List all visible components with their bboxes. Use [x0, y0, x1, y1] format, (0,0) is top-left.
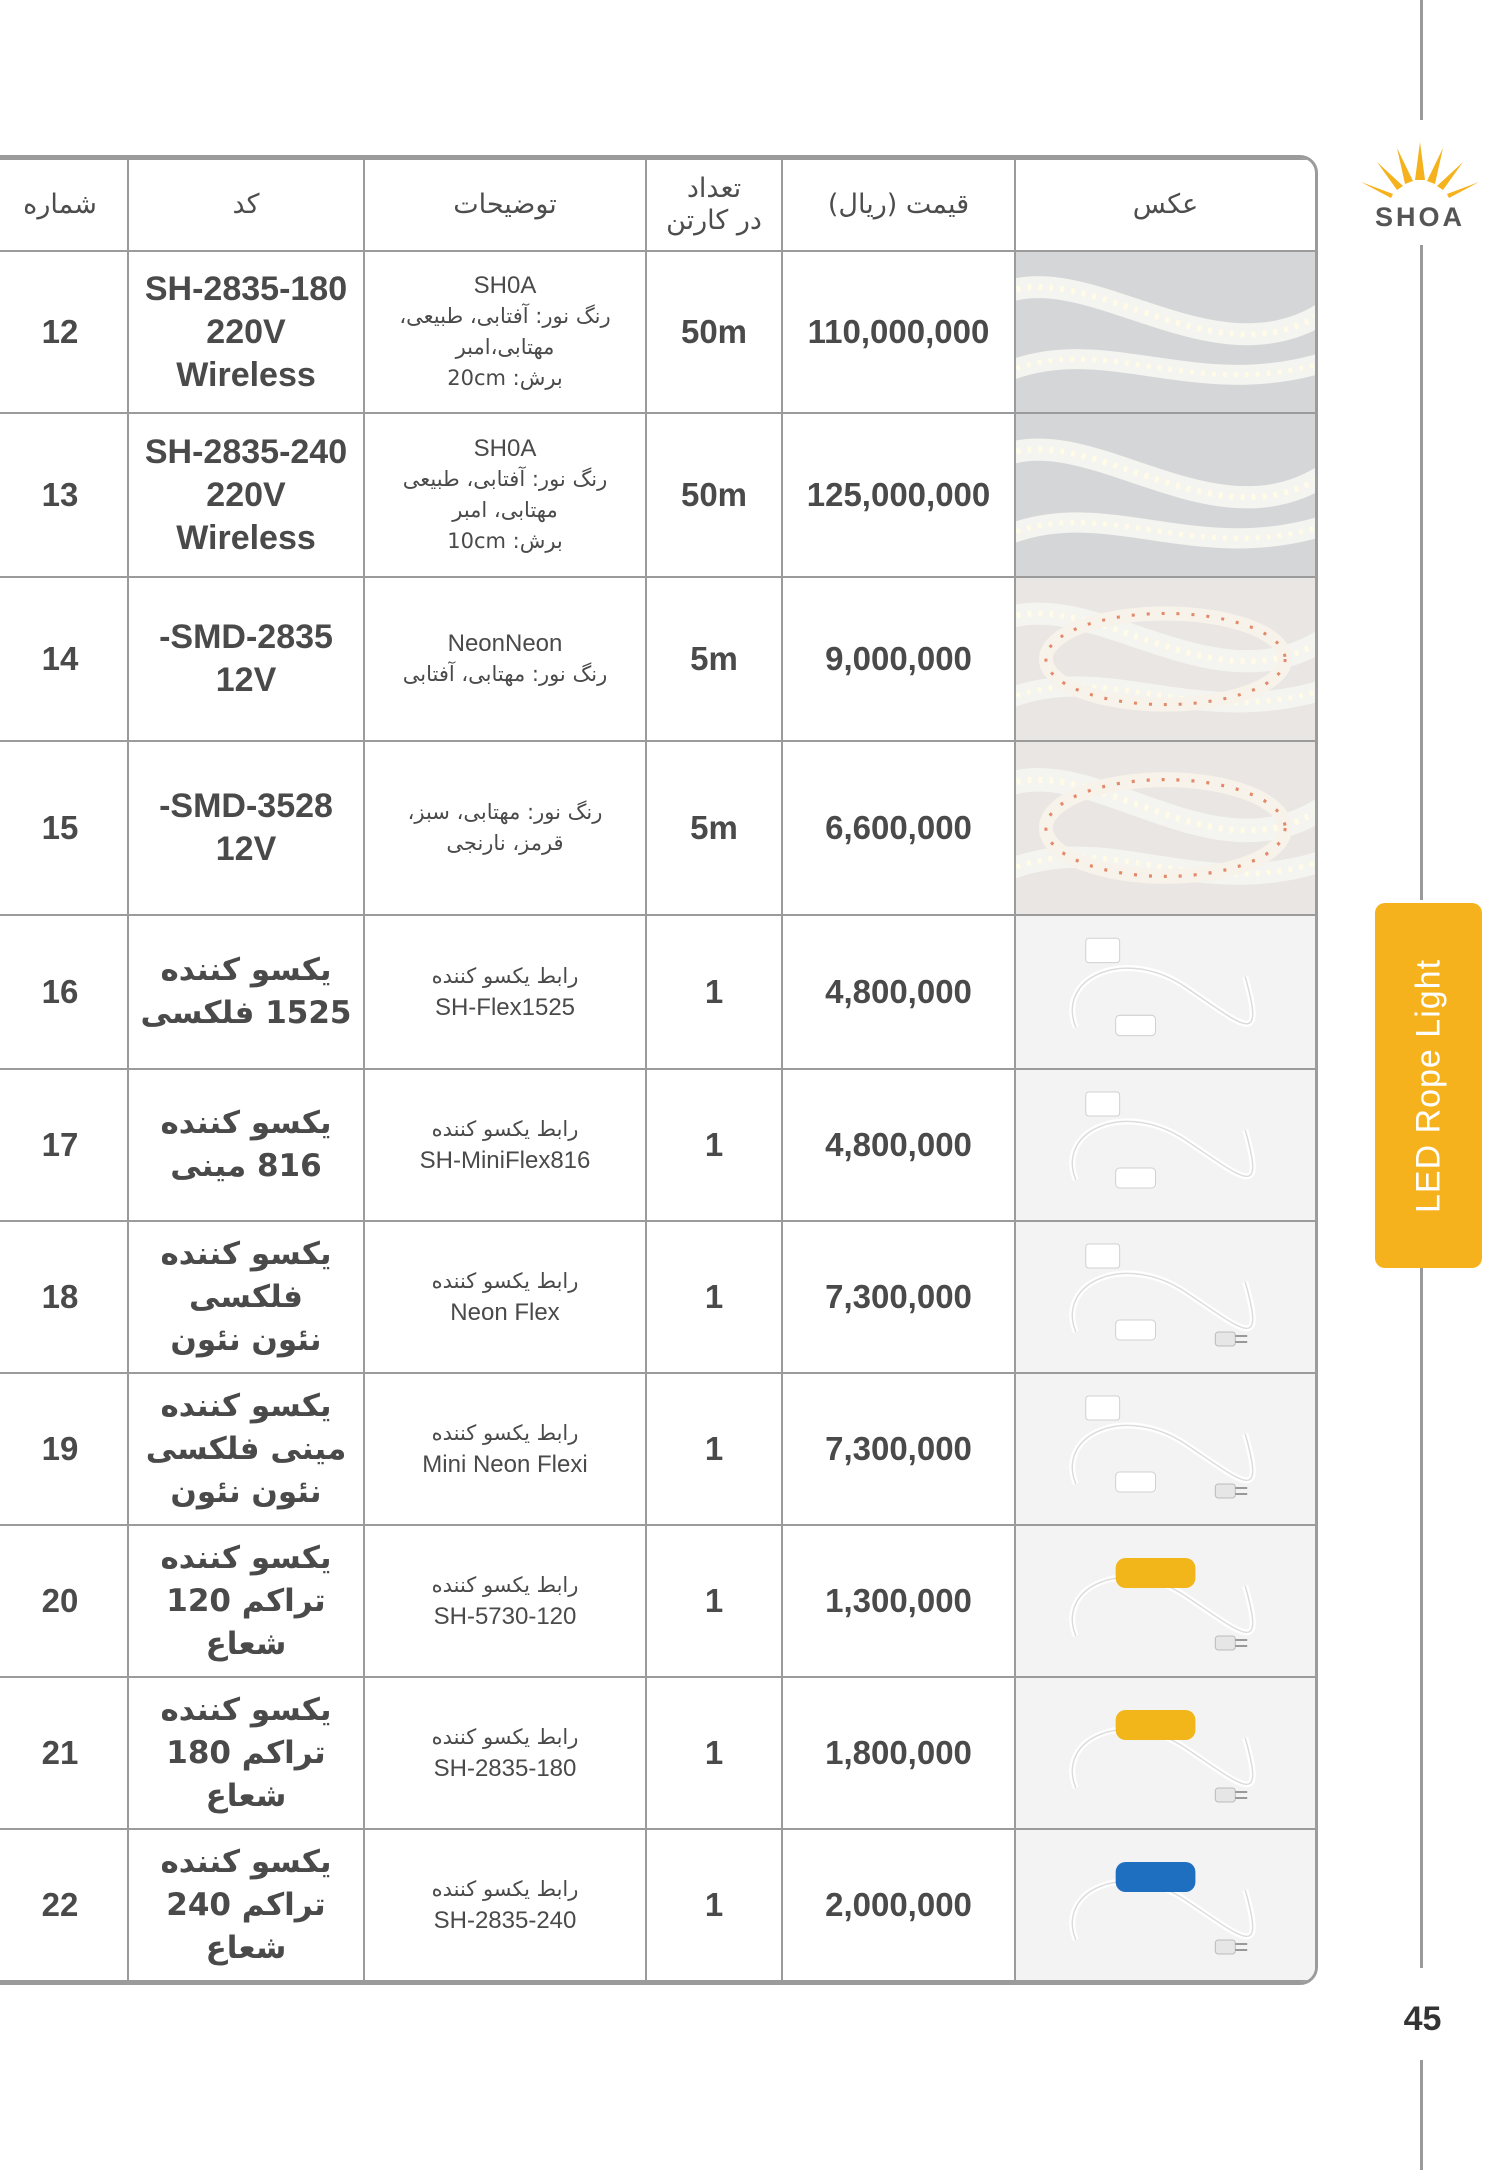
description-line: رابط یکسو کننده — [431, 964, 579, 988]
price-cell: 9,000,000 — [782, 577, 1015, 741]
led-strip-double-row-icon — [1016, 252, 1315, 412]
table-row — [0, 1525, 1316, 1677]
row-number: 22 — [0, 1829, 128, 1981]
qty-cell: 1 — [646, 1829, 782, 1981]
row-number: 20 — [0, 1525, 128, 1677]
rail-divider — [1420, 2060, 1423, 2170]
qty-cell: 5m — [646, 577, 782, 741]
description-line: Mini Neon Flexi — [422, 1451, 588, 1478]
rectifier-cable-icon — [1016, 1070, 1315, 1220]
rectifier-yellow-icon — [1016, 1526, 1315, 1676]
code-line: یکسو کننده — [160, 1105, 332, 1141]
code-line: SMD-3528- — [159, 787, 333, 825]
code-cell — [128, 1069, 364, 1221]
qty-cell: 5m — [646, 741, 782, 915]
table-row — [0, 577, 1316, 741]
code-cell — [128, 251, 364, 413]
qty-cell: 50m — [646, 413, 782, 577]
rectifier-plug-icon — [1016, 1374, 1315, 1524]
product-photo — [1015, 1525, 1316, 1677]
code-cell — [128, 915, 364, 1069]
table-row — [0, 1221, 1316, 1373]
code-line: SH-2835-180 — [144, 269, 348, 308]
price-cell: 2,000,000 — [782, 1829, 1015, 1981]
code-cell — [128, 1829, 364, 1981]
row-number: 12 — [0, 251, 128, 413]
header-qty-line2: در کارتن — [666, 205, 762, 236]
code-line: 816 مینی — [170, 1148, 322, 1184]
code-line: 220V — [206, 312, 286, 351]
code-line: یکسو کننده — [160, 952, 332, 988]
price-cell: 7,300,000 — [782, 1373, 1015, 1525]
table-row — [0, 1829, 1316, 1981]
code-line: فلکسی — [189, 1278, 303, 1315]
qty-cell: 50m — [646, 251, 782, 413]
code-line: Wireless — [176, 355, 316, 394]
table-row — [0, 251, 1316, 413]
description-cell — [364, 1069, 646, 1221]
description-line: قرمز، نارنجی — [446, 831, 564, 855]
description-line: رنگ نور: آفتابی، طبیعی — [402, 467, 608, 491]
code-line: 1525 فلکسی — [140, 995, 352, 1031]
description-line: رنگ نور: آفتابی، طبیعی، — [399, 304, 611, 328]
product-photo — [1015, 577, 1316, 741]
product-photo — [1015, 1373, 1316, 1525]
price-cell: 4,800,000 — [782, 915, 1015, 1069]
code-cell — [128, 1525, 364, 1677]
logo-text: SHOA — [1374, 202, 1465, 232]
code-line: یکسو کننده — [160, 1387, 332, 1424]
price-cell: 1,800,000 — [782, 1677, 1015, 1829]
code-line: یکسو کننده — [160, 1843, 332, 1880]
code-line: تراکم 120 — [166, 1582, 326, 1619]
description-cell — [364, 1525, 646, 1677]
description-cell — [364, 915, 646, 1069]
description-cell — [364, 1221, 646, 1373]
price-cell: 125,000,000 — [782, 413, 1015, 577]
led-strip-reel-icon — [1016, 578, 1315, 740]
price-cell: 1,300,000 — [782, 1525, 1015, 1677]
price-cell: 6,600,000 — [782, 741, 1015, 915]
price-cell: 7,300,000 — [782, 1221, 1015, 1373]
table-header-row — [0, 159, 1316, 251]
description-cell — [364, 251, 646, 413]
description-line: رابط یکسو کننده — [431, 1877, 579, 1901]
code-line: شعاع — [205, 1929, 287, 1966]
header-price: قیمت (ریال) — [782, 159, 1015, 251]
header-code: کد — [128, 159, 364, 251]
code-line: نئون نئون — [170, 1321, 322, 1358]
header-desc: توضیحات — [364, 159, 646, 251]
rectifier-cable-icon — [1016, 916, 1315, 1068]
row-number: 18 — [0, 1221, 128, 1373]
description-line: SH-MiniFlex816 — [419, 1147, 591, 1174]
description-line: رابط یکسو کننده — [431, 1421, 579, 1445]
product-photo — [1015, 1069, 1316, 1221]
header-qty-line1: تعداد — [686, 173, 742, 204]
description-line: SH-5730-120 — [433, 1603, 577, 1630]
description-line: SH0A — [473, 272, 537, 299]
code-line: شعاع — [205, 1777, 287, 1814]
code-line: تراکم 240 — [166, 1886, 326, 1923]
rail-divider — [1420, 0, 1423, 120]
description-cell — [364, 577, 646, 741]
description-line: SH0A — [473, 435, 537, 462]
led-strip-dense-icon — [1016, 414, 1315, 576]
price-cell: 110,000,000 — [782, 251, 1015, 413]
description-line: SH-2835-180 — [433, 1755, 577, 1782]
qty-cell: 1 — [646, 1677, 782, 1829]
description-line: رنگ نور: مهتابی، آفتابی — [402, 662, 608, 686]
description-line: رابط یکسو کننده — [431, 1725, 579, 1749]
code-line: Wireless — [176, 518, 316, 557]
row-number: 19 — [0, 1373, 128, 1525]
table-row — [0, 413, 1316, 577]
description-cell — [364, 1677, 646, 1829]
code-line: یکسو کننده — [160, 1539, 332, 1576]
product-photo — [1015, 1829, 1316, 1981]
header-photo: عکس — [1015, 159, 1316, 251]
code-line: 220V — [206, 475, 286, 514]
description-line: رنگ نور: مهتابی، سبز، — [407, 800, 603, 824]
code-cell — [128, 1677, 364, 1829]
code-line: مینی فلکسی — [145, 1430, 347, 1467]
description-line: رابط یکسو کننده — [431, 1573, 579, 1597]
qty-cell: 1 — [646, 1373, 782, 1525]
table-row — [0, 1677, 1316, 1829]
table-row — [0, 1373, 1316, 1525]
section-tab — [1375, 903, 1482, 1268]
code-line: شعاع — [205, 1625, 287, 1662]
row-number: 14 — [0, 577, 128, 741]
row-number: 17 — [0, 1069, 128, 1221]
product-photo — [1015, 251, 1316, 413]
qty-cell: 1 — [646, 1069, 782, 1221]
brand-logo — [1355, 140, 1485, 240]
product-photo — [1015, 1677, 1316, 1829]
description-line: Neon Flex — [450, 1299, 560, 1326]
rectifier-blue-icon — [1016, 1830, 1315, 1980]
product-photo — [1015, 741, 1316, 915]
code-cell — [128, 1221, 364, 1373]
table-row — [0, 741, 1316, 915]
header-qty — [646, 159, 782, 251]
rail-divider — [1420, 1268, 1423, 1968]
description-cell — [364, 1373, 646, 1525]
description-line: SH-2835-240 — [433, 1907, 577, 1934]
code-line: یکسو کننده — [160, 1235, 332, 1272]
table-row — [0, 915, 1316, 1069]
description-line: مهتابی،امبر — [455, 335, 555, 359]
code-cell — [128, 741, 364, 915]
price-table — [0, 155, 1318, 1985]
product-photo — [1015, 915, 1316, 1069]
description-line: SH-Flex1525 — [434, 994, 576, 1021]
sun-icon — [1355, 140, 1485, 202]
description-cell — [364, 1829, 646, 1981]
rectifier-yellow-icon — [1016, 1678, 1315, 1828]
section-tab-label: LED Rope Light — [1409, 958, 1447, 1213]
code-cell — [128, 577, 364, 741]
code-line: نئون نئون — [170, 1473, 322, 1510]
qty-cell: 1 — [646, 1525, 782, 1677]
description-cell — [364, 413, 646, 577]
code-cell — [128, 413, 364, 577]
row-number: 13 — [0, 413, 128, 577]
rectifier-plug-icon — [1016, 1222, 1315, 1372]
product-photo — [1015, 1221, 1316, 1373]
code-line: SH-2835-240 — [144, 432, 348, 471]
code-line: تراکم 180 — [166, 1734, 326, 1771]
product-photo — [1015, 413, 1316, 577]
description-line: رابط یکسو کننده — [431, 1117, 579, 1141]
code-line: 12V — [215, 830, 277, 868]
page-number: 45 — [1403, 2000, 1442, 2038]
code-line: 12V — [215, 661, 277, 699]
row-number: 16 — [0, 915, 128, 1069]
price-cell: 4,800,000 — [782, 1069, 1015, 1221]
led-strip-reel-icon — [1016, 742, 1315, 914]
qty-cell: 1 — [646, 1221, 782, 1373]
description-line: رابط یکسو کننده — [431, 1269, 579, 1293]
description-cell — [364, 741, 646, 915]
row-number: 15 — [0, 741, 128, 915]
description-line: NeonNeon — [447, 630, 563, 657]
header-num: شماره — [0, 159, 128, 251]
row-number: 21 — [0, 1677, 128, 1829]
code-cell — [128, 1373, 364, 1525]
qty-cell: 1 — [646, 915, 782, 1069]
rail-divider — [1420, 245, 1423, 900]
description-line: مهتابی، امبر — [452, 498, 558, 522]
description-line: برش: 20cm — [447, 366, 563, 390]
code-line: SMD-2835- — [159, 618, 333, 656]
code-line: یکسو کننده — [160, 1691, 332, 1728]
description-line: برش: 10cm — [447, 529, 563, 553]
table-row — [0, 1069, 1316, 1221]
